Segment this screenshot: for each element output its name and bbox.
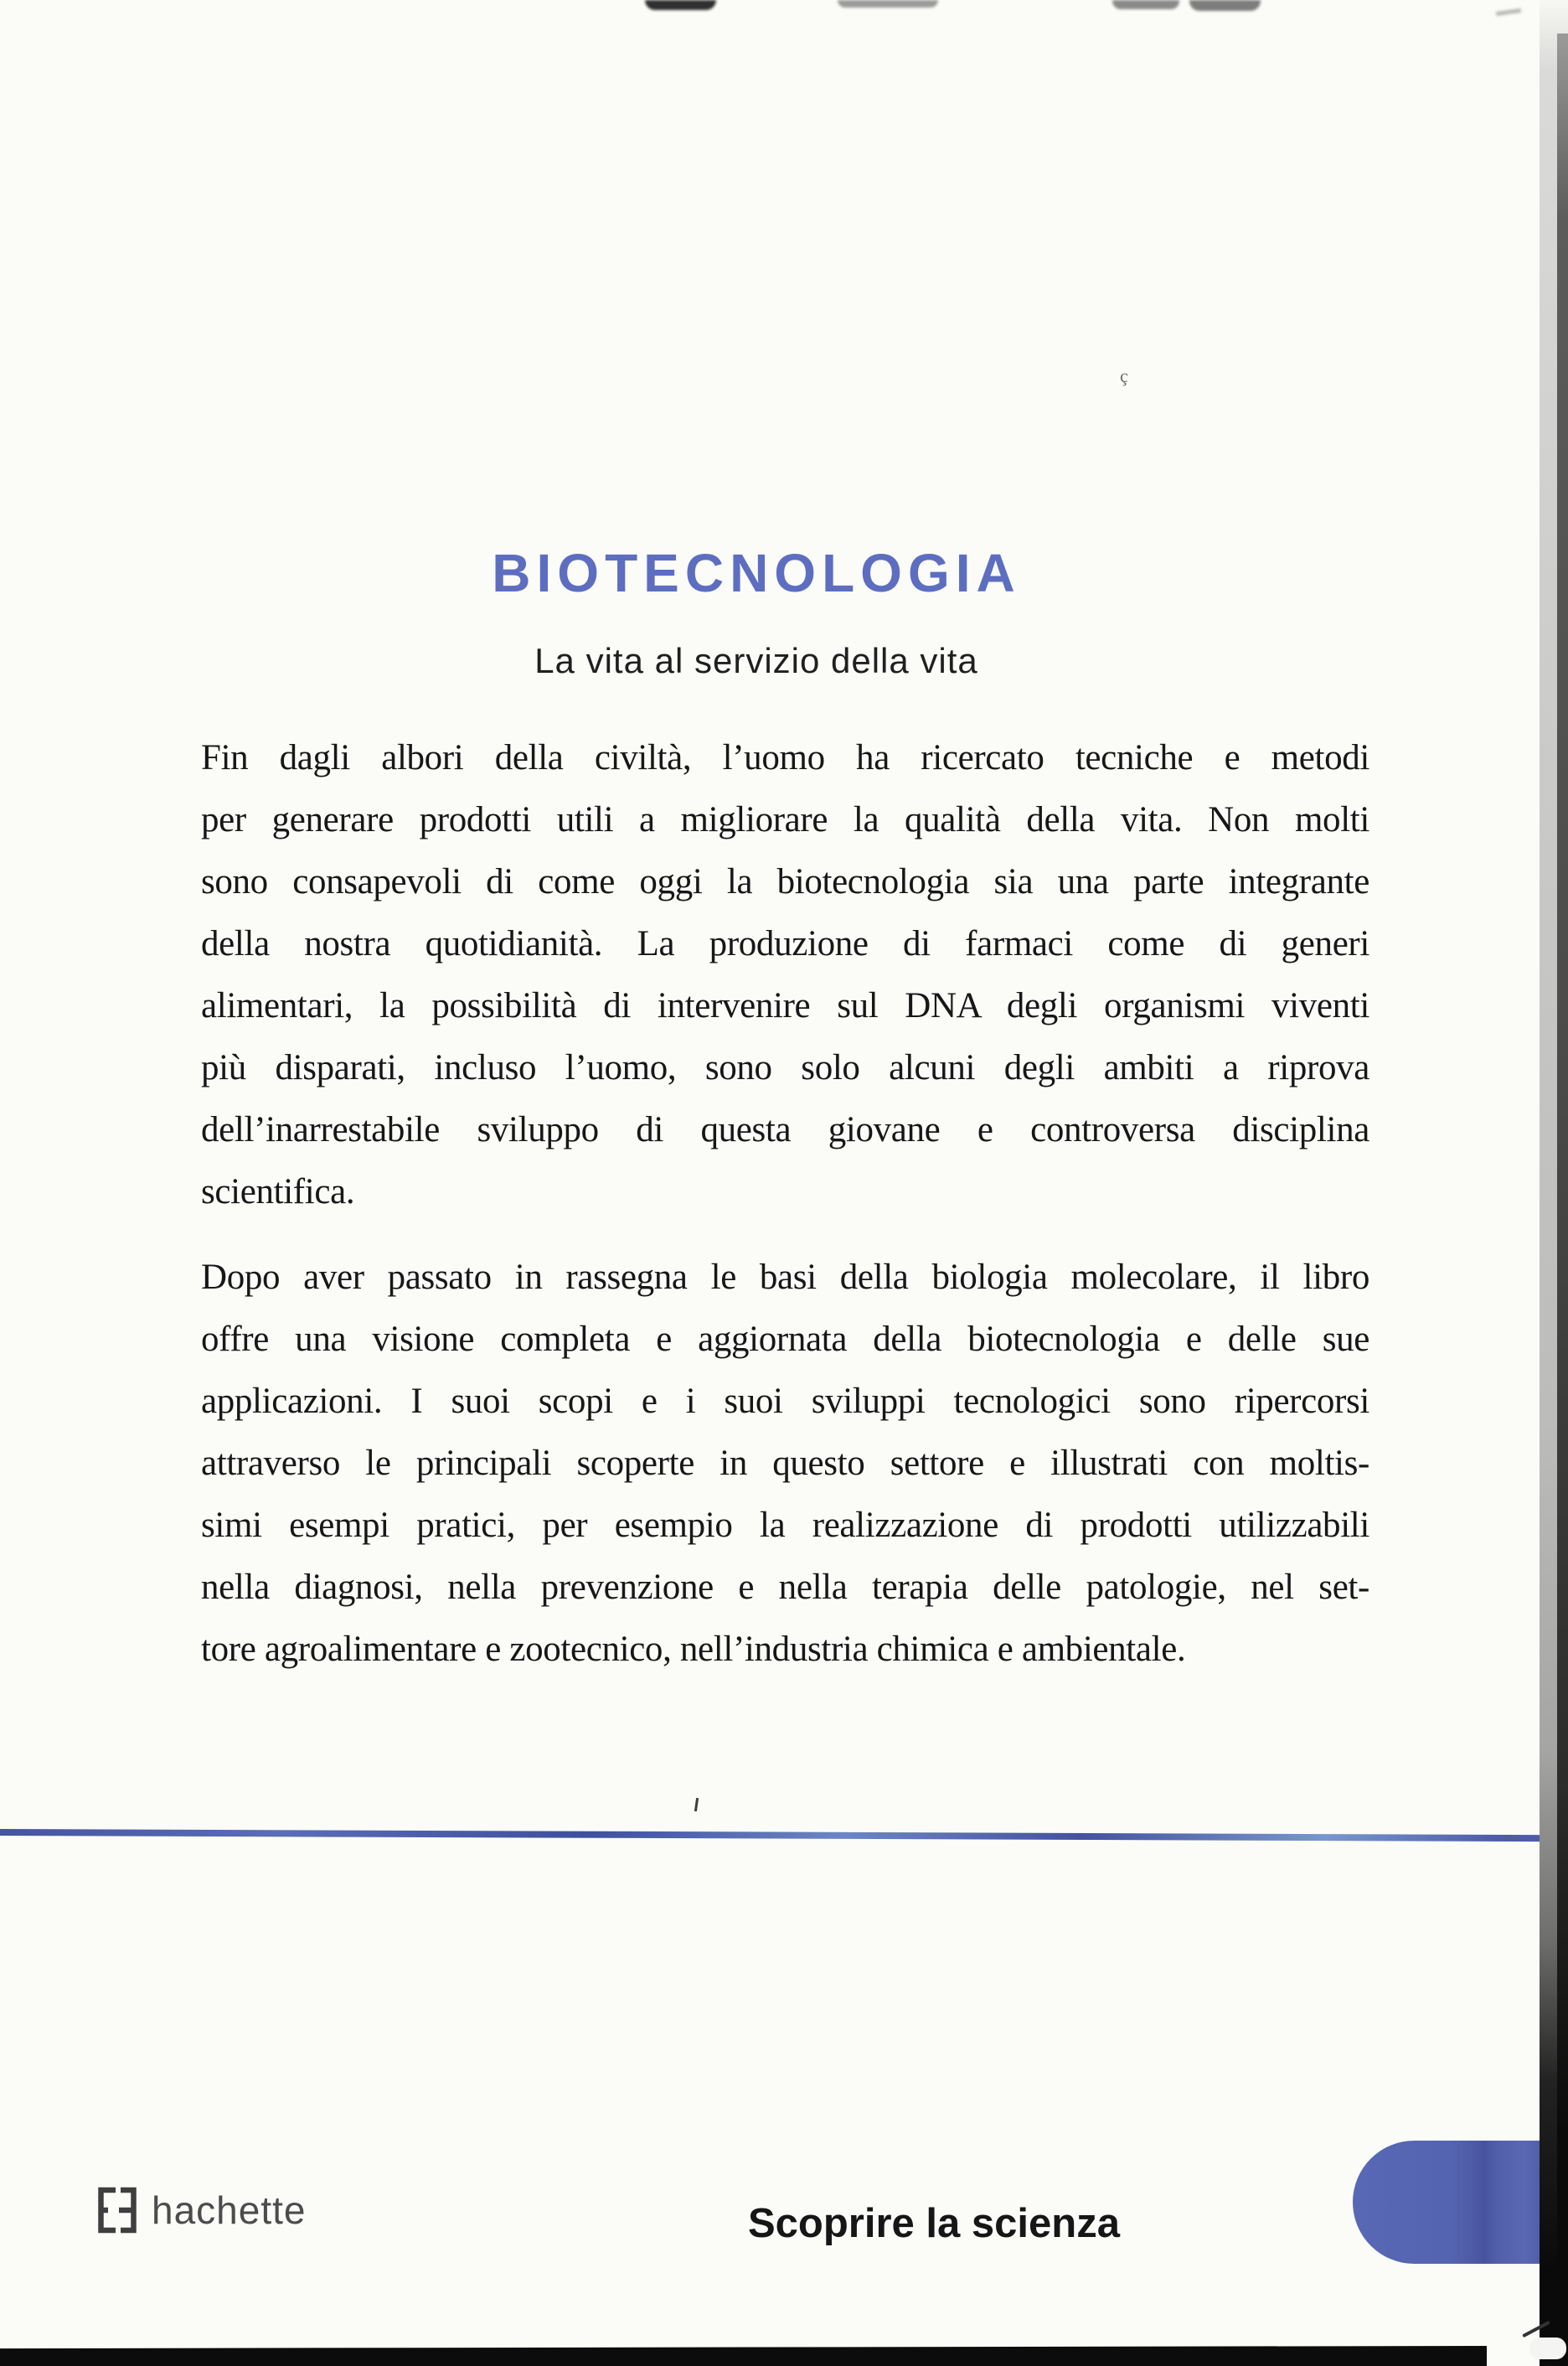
text-line: simi esempi pratici, per esempio la realizzazione di prodotti utilizzabili bbox=[201, 1506, 1369, 1545]
text-line: scientifica. bbox=[201, 1172, 355, 1211]
text-line: offre una visione completa e aggiornata della biotecnologia e delle sue bbox=[201, 1320, 1369, 1359]
paragraph-2 bbox=[201, 1247, 1369, 1681]
series-title: Scoprire la scienza bbox=[748, 2201, 1120, 2246]
text-line: nella diagnosi, nella prevenzione e nella terapia delle patologie, nel set- bbox=[201, 1568, 1369, 1607]
text-line: della nostra quotidianità. La produzione di farmaci come di generi bbox=[201, 924, 1369, 963]
scan-smudge bbox=[838, 0, 938, 8]
scan-smudge bbox=[1189, 0, 1261, 11]
text-line: per generare prodotti utili a migliorare la qualità della vita. Non molti bbox=[201, 800, 1369, 839]
hachette-bracket-h-icon bbox=[95, 2187, 140, 2234]
text-line: tore agroalimentare e zootecnico, nell’industria chimica e ambientale. bbox=[201, 1630, 1186, 1669]
spine-tab bbox=[1353, 2141, 1568, 2264]
book-subtitle: La vita al servizio della vita bbox=[534, 641, 978, 680]
text-line: sono consapevoli di come oggi la biotecnologia sia una parte integrante bbox=[201, 862, 1369, 901]
text-line: Fin dagli albori della civiltà, l’uomo ha ricercato tecniche e metodi bbox=[201, 738, 1369, 777]
page-corner bbox=[1529, 2338, 1566, 2359]
scan-smudge bbox=[1496, 8, 1521, 16]
text-line: applicazioni. I suoi scopi e i suoi sviluppi tecnologici sono ripercorsi bbox=[201, 1382, 1369, 1421]
text-line: più disparati, incluso l’uomo, sono solo alcuni degli ambiti a riprova bbox=[201, 1048, 1369, 1087]
scan-speck: ç bbox=[1120, 365, 1128, 386]
separator-rule bbox=[0, 1829, 1541, 1842]
publisher-block bbox=[95, 2187, 306, 2234]
text-line: dell’inarrestabile sviluppo di questa giovane e controversa disciplina bbox=[201, 1110, 1369, 1149]
scan-speck bbox=[694, 1798, 699, 1811]
headline-block bbox=[174, 543, 1338, 680]
book-title: BIOTECNOLOGIA bbox=[492, 543, 1021, 603]
scan-smudge bbox=[1112, 0, 1179, 9]
text-line: attraverso le principali scoperte in questo settore e illustrati con moltis- bbox=[201, 1444, 1369, 1483]
scan-edge-bottom bbox=[0, 2346, 1487, 2366]
scan-smudge bbox=[645, 0, 716, 10]
scan-edge-right-dark bbox=[1557, 34, 1568, 2366]
publisher-name: hachette bbox=[152, 2188, 307, 2232]
text-line: alimentari, la possibilità di intervenire sul DNA degli organismi viventi bbox=[201, 986, 1369, 1025]
text-line: Dopo aver passato in rassegna le basi della biologia molecolare, il libro bbox=[201, 1258, 1369, 1297]
paragraph-1 bbox=[201, 727, 1369, 1223]
